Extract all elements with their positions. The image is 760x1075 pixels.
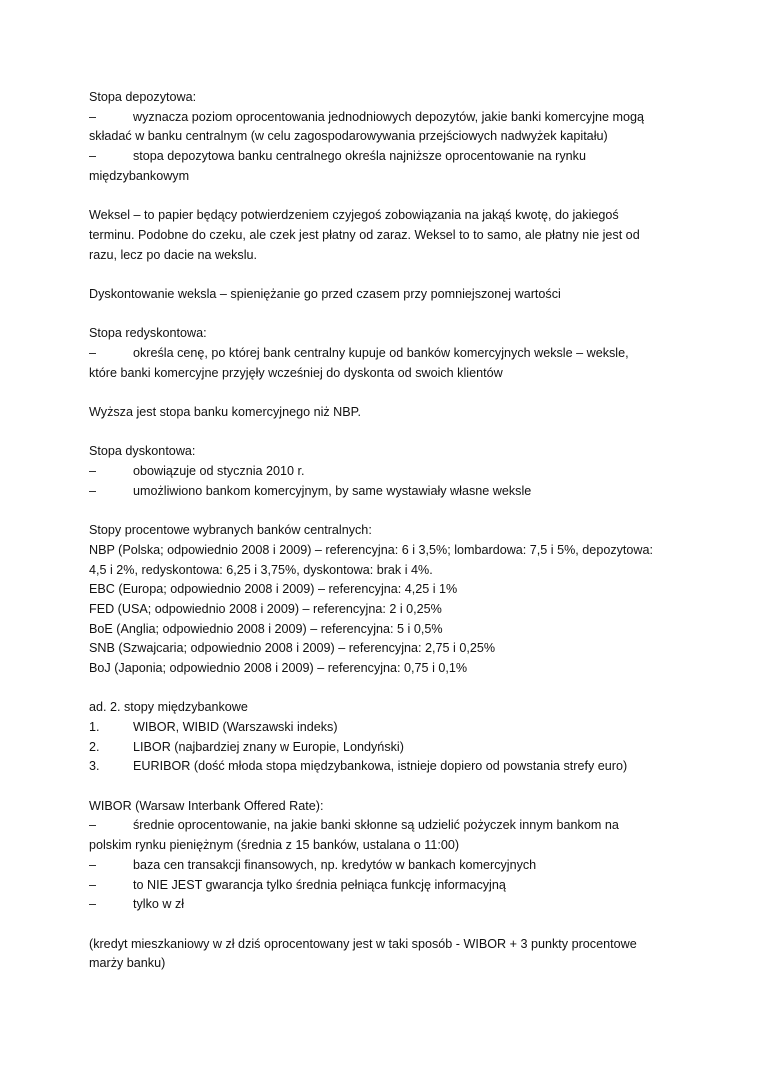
paragraph-line: Weksel – to papier będący potwierdzeniem czyjegoś zobowiązania na jakąś kwotę, do jakiegoś xyxy=(89,208,619,223)
list-item xyxy=(89,856,679,876)
rate-line-nbp-continuation: 4,5 i 2%, redyskontowa: 6,25 i 3,75%, dyskontowa: brak i 4%. xyxy=(89,562,433,577)
paragraph-line: marży banku) xyxy=(89,956,166,971)
list-item xyxy=(89,344,679,364)
list-item-text: tylko w zł xyxy=(133,897,185,912)
section-heading-wibor: WIBOR (Warsaw Interbank Offered Rate): xyxy=(89,798,324,813)
item-number: 3. xyxy=(89,759,100,774)
list-item xyxy=(89,147,679,167)
item-number: 1. xyxy=(89,720,100,734)
dash-bullet: – xyxy=(89,483,97,498)
list-item-text: to NIE JEST gwarancja tylko średnia pełniąca funkcję informacyjną xyxy=(133,877,506,892)
numbered-item xyxy=(89,757,679,777)
item-text: LIBOR (najbardziej znany w Europie, Londyński) xyxy=(133,739,404,754)
item-text: WIBOR, WIBID (Warszawski indeks) xyxy=(133,720,338,734)
paragraph-line: terminu. Podobne do czeku, ale czek jest płatny od zaraz. Weksel to to samo, ale płatny nie jest od xyxy=(89,227,640,242)
dash-bullet: – xyxy=(89,857,97,872)
dash-bullet: – xyxy=(89,818,97,833)
section-heading-stopa-redyskontowa: Stopa redyskontowa: xyxy=(89,326,207,341)
dash-bullet: – xyxy=(89,345,97,360)
rate-line-nbp: NBP (Polska; odpowiednio 2008 i 2009) – referencyjna: 6 i 3,5%; lombardowa: 7,5 i 5%, depozytowa: xyxy=(89,542,654,557)
paragraph-line: razu, lecz po dacie na wekslu. xyxy=(89,247,258,262)
rate-line-snb: SNB (Szwajcaria; odpowiednio 2008 i 2009) – referencyjna: 2,75 i 0,25% xyxy=(89,641,496,656)
list-item xyxy=(89,482,679,502)
numbered-item xyxy=(89,738,679,758)
list-item xyxy=(89,816,679,836)
dash-bullet: – xyxy=(89,464,97,479)
item-text: EURIBOR (dość młoda stopa międzybankowa, istnieje dopiero od powstania strefy euro) xyxy=(133,759,628,774)
list-item-continuation: międzybankowym xyxy=(89,168,190,183)
list-item-text: określa cenę, po której bank centralny kupuje od banków komercyjnych weksle – weksle, xyxy=(133,345,629,360)
list-item xyxy=(89,876,679,896)
list-item-continuation: składać w banku centralnym (w celu zagospodarowywania przejściowych nadwyżek kapitału) xyxy=(89,129,608,144)
rate-line-fed: FED (USA; odpowiednio 2008 i 2009) – referencyjna: 2 i 0,25% xyxy=(89,601,442,616)
list-item-text: baza cen transakcji finansowych, np. kredytów w bankach komercyjnych xyxy=(133,857,537,872)
section-heading-stopy-miedzybankowe: ad. 2. stopy międzybankowe xyxy=(89,700,248,715)
section-heading-stopa-depozytowa: Stopa depozytowa: xyxy=(89,90,197,104)
list-item-continuation: polskim rynku pieniężnym (średnia z 15 banków, ustalana o 11:00) xyxy=(89,838,460,853)
list-item-text: średnie oprocentowanie, na jakie banki skłonne są udzielić pożyczek innym bankom na xyxy=(133,818,619,833)
list-item xyxy=(89,108,679,128)
paragraph-line: Wyższa jest stopa banku komercyjnego niż NBP. xyxy=(89,405,361,419)
paragraph-line: (kredyt mieszkaniowy w zł dziś oprocentowany jest w taki sposób - WIBOR + 3 punkty procentowe xyxy=(89,936,637,951)
list-item-text: obowiązuje od stycznia 2010 r. xyxy=(133,464,305,479)
section-heading-stopa-dyskontowa: Stopa dyskontowa: xyxy=(89,444,196,459)
dash-bullet: – xyxy=(89,109,97,124)
list-item-text: stopa depozytowa banku centralnego określa najniższe oprocentowanie na rynku xyxy=(133,149,586,164)
list-item xyxy=(89,462,679,482)
list-item-text: umożliwiono bankom komercyjnym, by same wystawiały własne weksle xyxy=(133,483,532,498)
document-page xyxy=(89,88,679,974)
numbered-item xyxy=(89,718,679,738)
rate-line-boj: BoJ (Japonia; odpowiednio 2008 i 2009) – referencyjna: 0,75 i 0,1% xyxy=(89,660,468,675)
list-item-continuation: które banki komercyjne przyjęły wcześniej do dyskonta od swoich klientów xyxy=(89,365,503,380)
rate-line-boe: BoE (Anglia; odpowiednio 2008 i 2009) – referencyjna: 5 i 0,5% xyxy=(89,621,443,636)
list-item xyxy=(89,895,679,915)
dash-bullet: – xyxy=(89,877,97,892)
dash-bullet: – xyxy=(89,897,97,912)
item-number: 2. xyxy=(89,739,100,754)
paragraph-line: Dyskontowanie weksla – spieniężanie go przed czasem przy pomniejszonej wartości xyxy=(89,286,561,301)
section-heading-stopy-procentowe: Stopy procentowe wybranych banków centralnych: xyxy=(89,523,372,538)
list-item-text: wyznacza poziom oprocentowania jednodniowych depozytów, jakie banki komercyjne mogą xyxy=(133,109,645,124)
dash-bullet: – xyxy=(89,149,97,164)
rate-line-ebc: EBC (Europa; odpowiednio 2008 i 2009) – referencyjna: 4,25 i 1% xyxy=(89,582,458,597)
